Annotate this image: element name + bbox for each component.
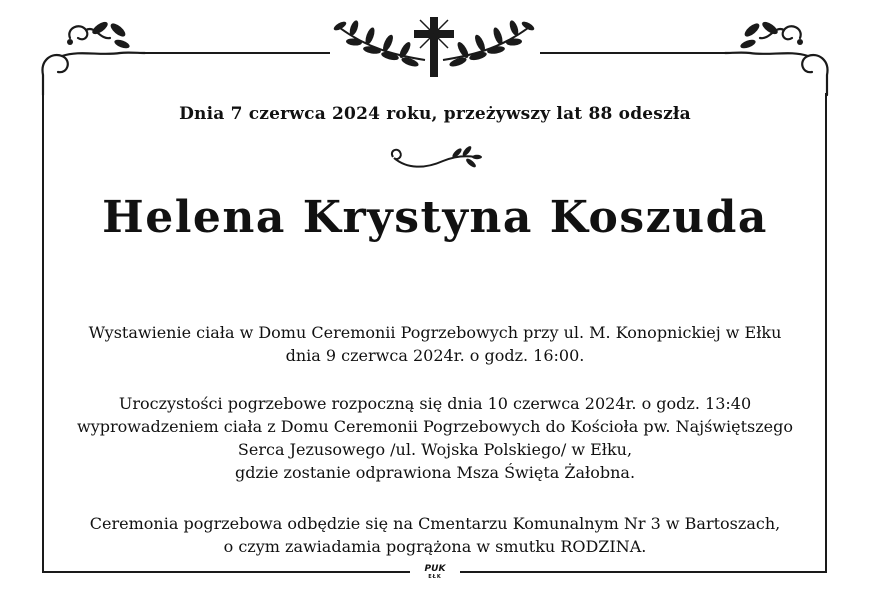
- cross-with-laurel-branches-icon: [332, 17, 535, 77]
- paragraph-line: Ceremonia pogrzebowa odbędzie się na Cmentarzu Komunalnym Nr 3 w Bartoszach,: [89, 514, 781, 533]
- frame-bottom-border-right: [460, 571, 827, 573]
- deceased-name: Helena Krystyna Koszuda: [102, 192, 768, 243]
- death-announcement-line: Dnia 7 czerwca 2024 roku, przeżywszy lat 88 odeszła: [179, 104, 691, 124]
- paragraph-line: dnia 9 czerwca 2024r. o godz. 16:00.: [285, 346, 585, 365]
- viewing-paragraph: [40, 321, 830, 367]
- paragraph-line: Uroczystości pogrzebowe rozpoczną się dnia 10 czerwca 2024r. o godz. 13:40: [118, 394, 752, 413]
- funeral-ceremony-paragraph: [40, 392, 830, 484]
- paragraph-line: Wystawienie ciała w Domu Ceremonii Pogrzebowych przy ul. M. Konopnickiej w Ełku: [88, 323, 782, 342]
- logo-sub-text: EŁK: [428, 574, 442, 580]
- swirl-leaf-icon: [385, 143, 485, 173]
- paragraph-line: gdzie zostanie odprawiona Msza Święta Żałobna.: [234, 463, 636, 482]
- top-ornament-border: [0, 0, 870, 100]
- floral-scroll-icon-right: [725, 26, 827, 95]
- floral-scroll-icon: [43, 26, 145, 95]
- burial-paragraph: [40, 512, 830, 558]
- paragraph-line: wyprowadzeniem ciała z Domu Ceremonii Pogrzebowych do Kościoła pw. Najświętszego: [77, 417, 793, 436]
- frame-bottom-border-left: [42, 571, 410, 573]
- paragraph-line: o czym zawiadamia pogrążona w smutku RODZINA.: [223, 537, 647, 556]
- puk-logo: [415, 565, 455, 580]
- logo-main-text: PUK: [424, 564, 446, 574]
- paragraph-line: Serca Jezusowego /ul. Wojska Polskiego/ w Ełku,: [237, 440, 633, 459]
